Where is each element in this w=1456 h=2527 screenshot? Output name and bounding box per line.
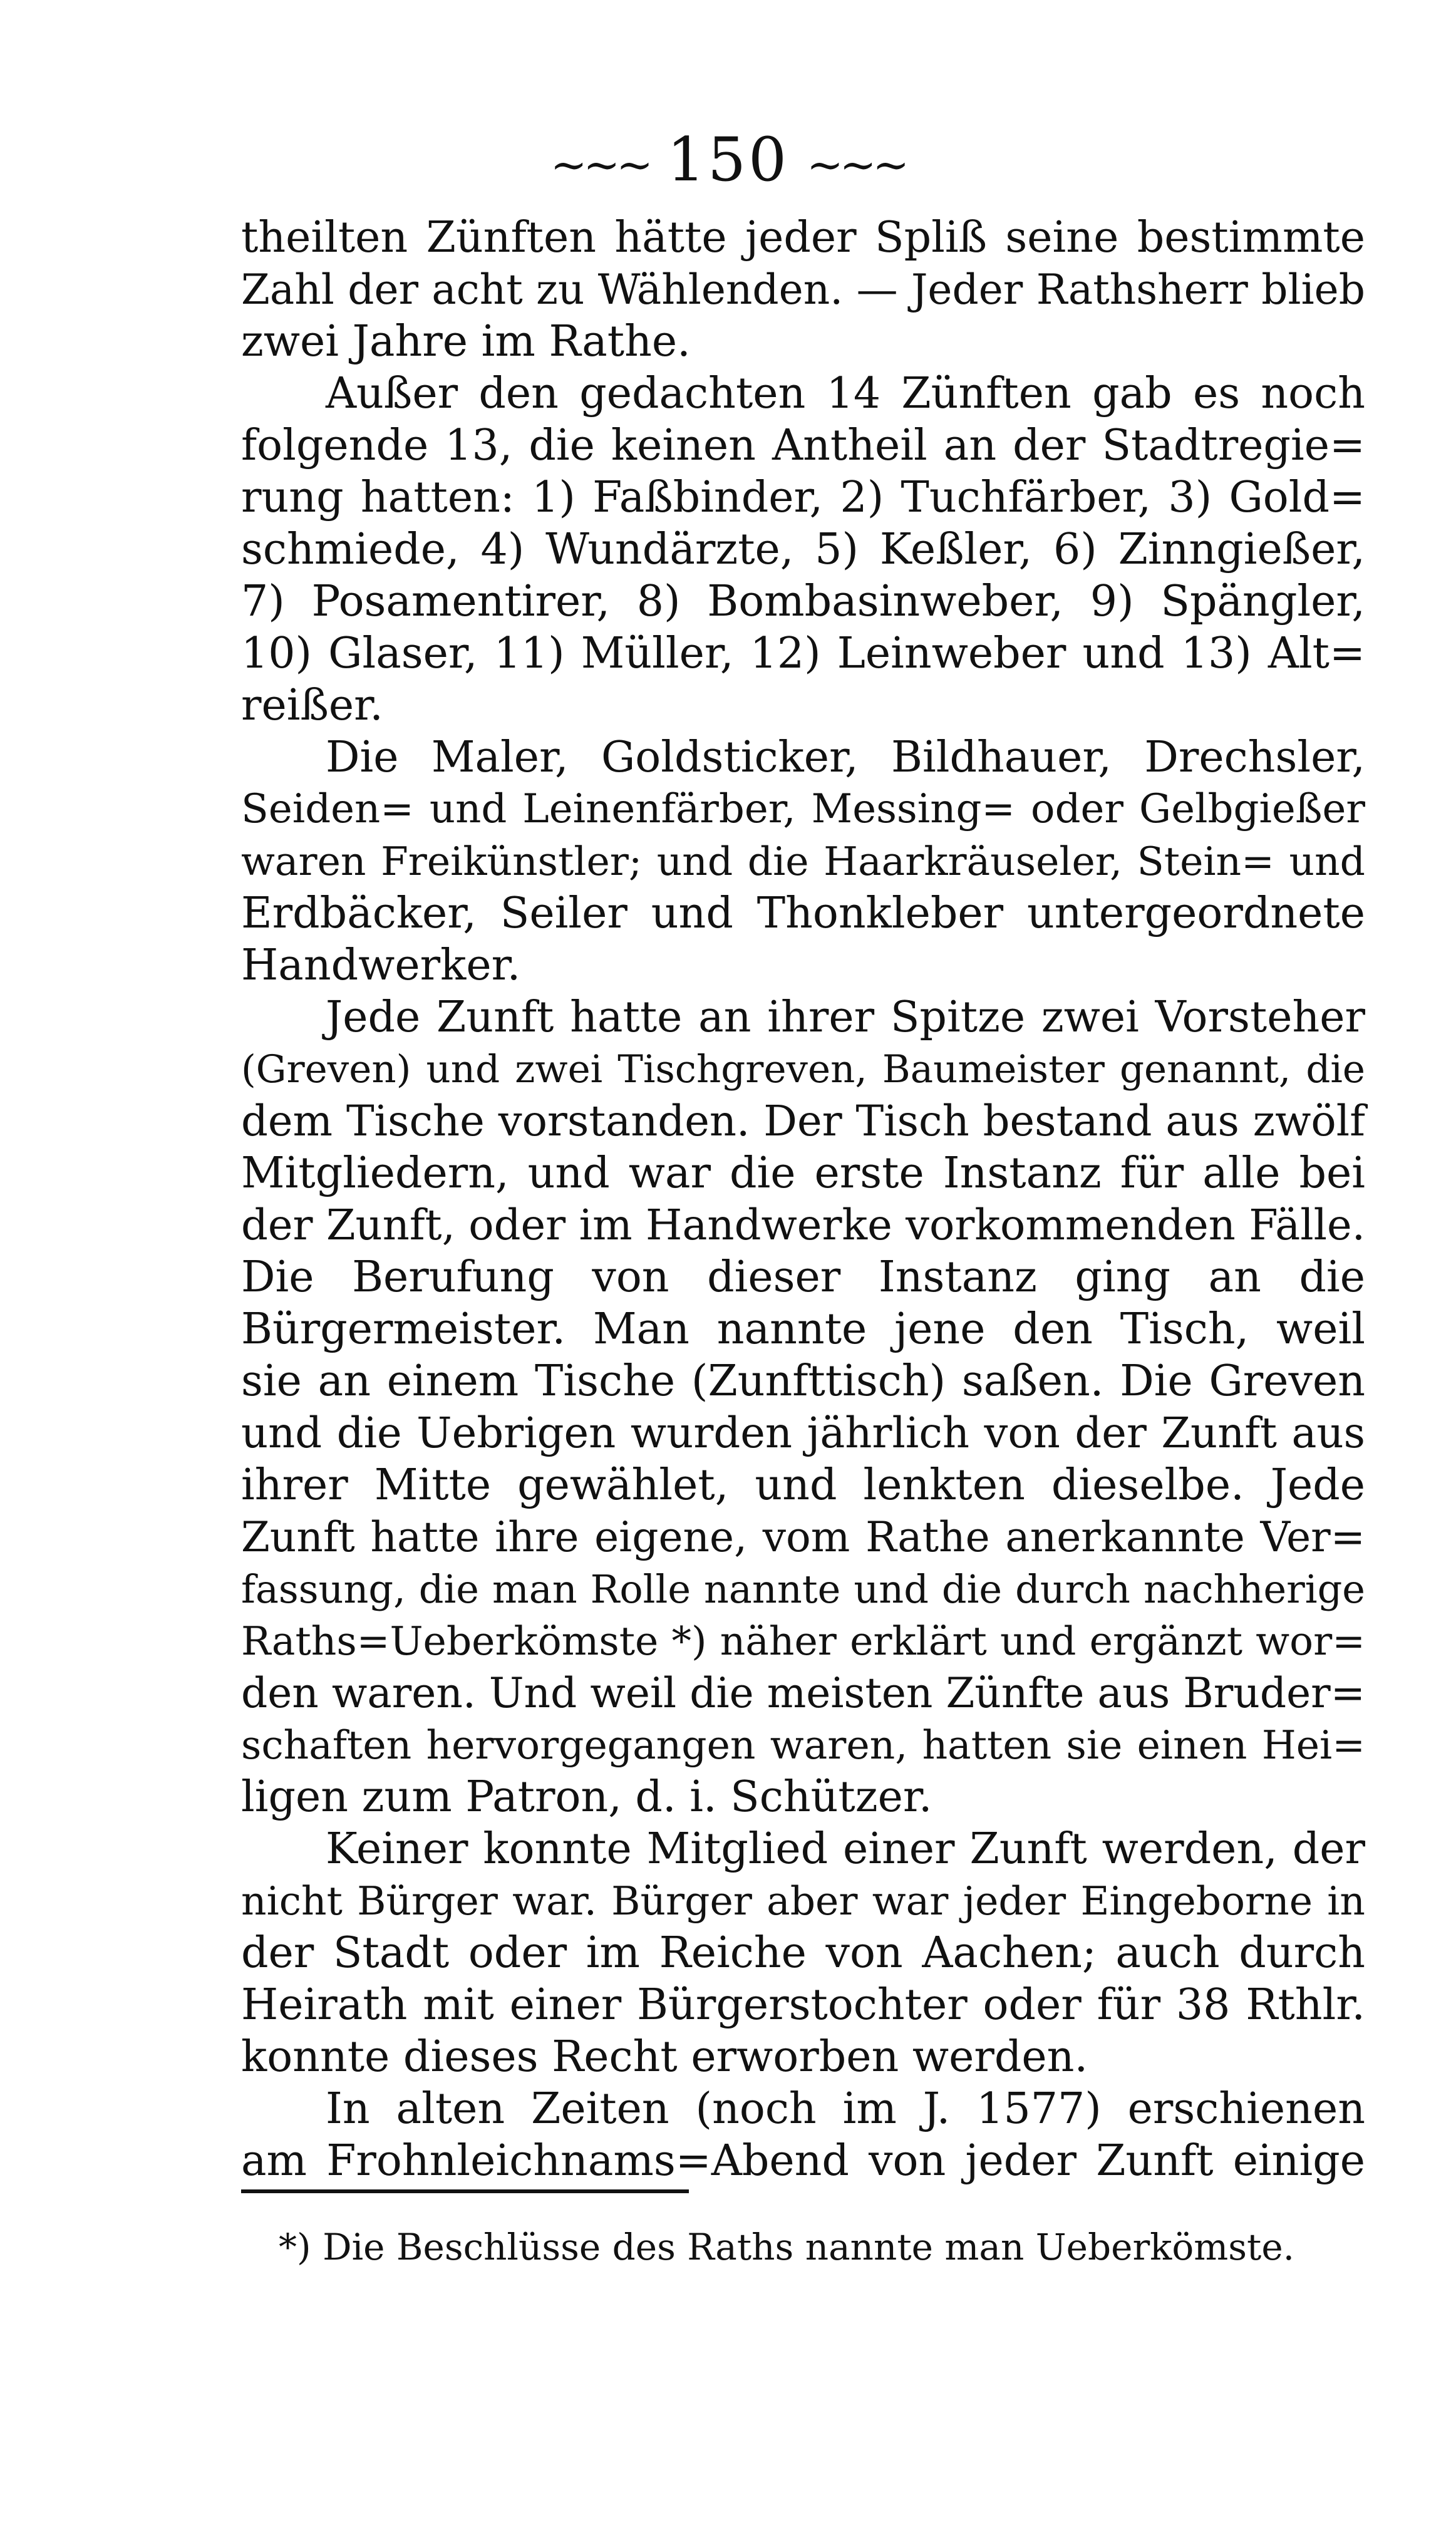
text-line: der Zunft, oder im Handwerke vorkommenden Fälle. — [241, 1201, 1365, 1249]
text-line: Jede Zunft hatte an ihrer Spitze zwei Vorsteher — [326, 993, 1365, 1042]
ornament-right: ~~~ — [807, 139, 906, 190]
text-line: sie an einem Tische (Zunfttisch) saßen. Die Greven — [241, 1357, 1365, 1406]
text-line: Die Maler, Goldsticker, Bildhauer, Drechsler, — [326, 733, 1365, 782]
text-line: Handwerker. — [241, 941, 521, 990]
text-line: Seiden= und Leinenfärber, Messing= oder Gelbgießer — [241, 786, 1365, 832]
text-line: fassung, die man Rolle nannte und die durch nachherige — [241, 1566, 1365, 1612]
text-line: Raths=Ueberkömste *) näher erklärt und ergänzt wor= — [241, 1618, 1365, 1664]
text-line: Die Berufung von dieser Instanz ging an die — [241, 1253, 1365, 1302]
text-line: Zunft hatte ihre eigene, vom Rathe anerkannte Ver= — [241, 1513, 1365, 1561]
text-line: konnte dieses Recht erworben werden. — [241, 2032, 1088, 2082]
body-text — [241, 212, 1365, 2187]
text-line: am Frohnleichnams=Abend von jeder Zunft einige — [241, 2136, 1365, 2186]
text-line: Bürgermeister. Man nannte jene den Tisch, weil — [241, 1305, 1365, 1354]
text-line: theilten Zünften hätte jeder Spliß seine bestimmte — [241, 213, 1365, 262]
text-line: reißer. — [241, 681, 383, 730]
text-line: Heirath mit einer Bürgerstochter oder für 38 Rthlr. — [241, 1980, 1365, 2030]
text-line: schaften hervorgegangen waren, hatten sie einen Hei= — [241, 1722, 1365, 1768]
text-line: schmiede, 4) Wundärzte, 5) Keßler, 6) Zinngießer, — [241, 525, 1365, 574]
text-line: rung hatten: 1) Faßbinder, 2) Tuchfärber, 3) Gold= — [241, 473, 1365, 522]
text-line: 10) Glaser, 11) Müller, 12) Leinweber und 13) Alt= — [241, 629, 1365, 678]
text-line: Zahl der acht zu Wählenden. — Jeder Rathsherr blieb — [241, 266, 1365, 314]
text-line: den waren. Und weil die meisten Zünfte aus Bruder= — [241, 1669, 1365, 1717]
text-line: Mitgliedern, und war die erste Instanz für alle bei — [241, 1149, 1365, 1198]
text-line: dem Tische vorstanden. Der Tisch bestand aus zwölf — [241, 1097, 1365, 1145]
text-line: folgende 13, die keinen Antheil an der Stadtregie= — [241, 421, 1365, 470]
footnote: *) Die Beschlüsse des Raths nannte man Ueberkömste. — [279, 2226, 1295, 2268]
text-line: Keiner konnte Mitglied einer Zunft werden, der — [326, 1824, 1365, 1874]
text-line: Erdbäcker, Seiler und Thonkleber untergeordnete — [241, 889, 1365, 938]
text-line: waren Freikünstler; und die Haarkräuseler, Stein= und — [241, 839, 1365, 884]
text-line: nicht Bürger war. Bürger aber war jeder Eingeborne in — [241, 1878, 1365, 1924]
footnote-rule — [241, 2189, 689, 2193]
text-line: und die Uebrigen wurden jährlich von der Zunft aus — [241, 1408, 1365, 1457]
text-line: Außer den gedachten 14 Zünften gab es noch — [326, 369, 1365, 418]
page-number: 150 — [666, 125, 790, 195]
text-line: ligen zum Patron, d. i. Schützer. — [241, 1772, 932, 1822]
text-line: (Greven) und zwei Tischgreven, Baumeister genannt, die — [241, 1047, 1365, 1092]
text-line: ihrer Mitte gewählet, und lenkten dieselbe. Jede — [241, 1460, 1365, 1510]
text-line: In alten Zeiten (noch im J. 1577) erschienen — [326, 2084, 1365, 2134]
text-line: der Stadt oder im Reiche von Aachen; auch durch — [241, 1928, 1365, 1978]
ornament-left: ~~~ — [550, 139, 649, 190]
text-line: 7) Posamentirer, 8) Bombasinweber, 9) Spängler, — [241, 577, 1365, 626]
page-header — [0, 122, 1456, 202]
text-line: zwei Jahre im Rathe. — [241, 317, 691, 366]
